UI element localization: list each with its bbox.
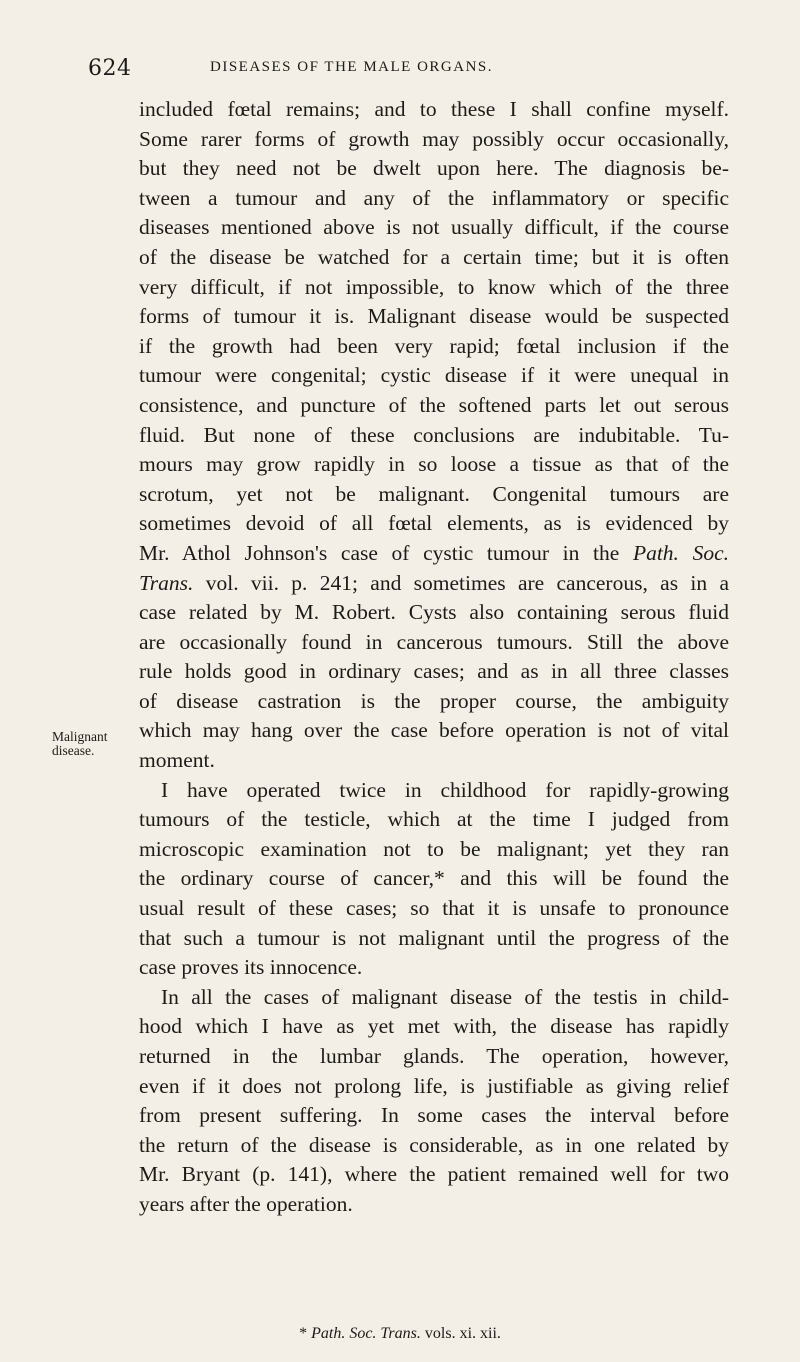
text-segment: vol. vii. p. 241; and sometimes are cancerous, as in a xyxy=(193,570,729,595)
text-line: hood which I have as yet met with, the disease has rapidly xyxy=(139,1014,729,1039)
text-line: mours may grow rapidly in so loose a tissue as that of the xyxy=(139,452,729,477)
text-line: Some rarer forms of growth may possibly occur occasionally, xyxy=(139,126,729,151)
text-line: that such a tumour is not malignant until the progress of the xyxy=(139,925,729,950)
text-line: from present suffering. In some cases the interval before xyxy=(139,1103,729,1128)
text-line: tumour were congenital; cystic disease if it were unequal in xyxy=(139,363,729,388)
text-line: but they need not be dwelt upon here. The diagnosis be- xyxy=(139,156,729,181)
text-line: sometimes devoid of all fœtal elements, as is evidenced by xyxy=(139,511,729,536)
text-line: rule holds good in ordinary cases; and as in all three classes xyxy=(139,659,729,684)
footnote-text: vols. xi. xii. xyxy=(420,1325,501,1342)
text-line: diseases mentioned above is not usually difficult, if the course xyxy=(139,215,729,240)
text-line: usual result of these cases; so that it is unsafe to pronounce xyxy=(139,896,729,921)
text-line: Mr. Bryant (p. 141), where the patient remained well for two xyxy=(139,1162,729,1187)
text-line: included fœtal remains; and to these I shall confine myself. xyxy=(139,97,729,121)
paragraph xyxy=(139,983,729,1220)
text-line: if the growth had been very rapid; fœtal inclusion if the xyxy=(139,333,729,358)
text-line: of the disease be watched for a certain time; but it is often xyxy=(139,244,729,269)
journal-reference: Path. Soc. xyxy=(632,540,729,565)
margin-note xyxy=(52,730,136,758)
text-line: moment. xyxy=(139,748,215,773)
text-line: I have operated twice in childhood for rapidly-growing xyxy=(161,777,729,802)
text-line: fluid. But none of these conclusions are indubitable. Tu- xyxy=(139,422,729,447)
text-line: case proves its innocence. xyxy=(139,955,363,980)
footnote-marker: * xyxy=(299,1325,312,1342)
text-line: forms of tumour it is. Malignant disease would be suspected xyxy=(139,304,729,329)
text-line xyxy=(139,539,729,569)
text-line: years after the operation. xyxy=(139,1191,353,1216)
text-line: the return of the disease is considerable, as in one related by xyxy=(139,1132,729,1157)
page-header xyxy=(0,56,800,86)
text-line: scrotum, yet not be malignant. Congenital tumours are xyxy=(139,481,729,506)
journal-reference: Trans. xyxy=(139,570,194,595)
text-line: tumours of the testicle, which at the time I judged from xyxy=(139,807,729,832)
text-line: consistence, and puncture of the softened parts let out serous xyxy=(139,392,729,417)
footnote xyxy=(0,1325,800,1343)
text-line: even if it does not prolong life, is justifiable as giving relief xyxy=(139,1073,729,1098)
text-segment: Mr. Athol Johnson's case of cystic tumour in the xyxy=(139,540,633,565)
text-line: very difficult, if not impossible, to know which of the three xyxy=(139,274,729,299)
text-line: microscopic examination not to be malignant; yet they ran xyxy=(139,836,729,861)
text-line: case related by M. Robert. Cysts also containing serous fluid xyxy=(139,600,729,625)
text-line: returned in the lumbar glands. The operation, however, xyxy=(139,1044,729,1068)
margin-note-line: Malignant xyxy=(52,729,108,744)
text-line: tween a tumour and any of the inflammatory or specific xyxy=(139,185,729,210)
text-line: In all the cases of malignant disease of the testis in child- xyxy=(161,984,729,1009)
margin-note-line: disease. xyxy=(52,743,95,758)
text-line: are occasionally found in cancerous tumours. Still the above xyxy=(139,629,729,654)
text-line: the ordinary course of cancer,* and this will be found the xyxy=(139,866,729,891)
paragraph xyxy=(139,776,729,983)
footnote-reference: Path. Soc. Trans. xyxy=(311,1325,421,1342)
running-head: DISEASES OF THE MALE ORGANS. xyxy=(210,59,493,75)
page-number: 624 xyxy=(88,56,132,81)
text-line: of disease castration is the proper course, the ambiguity xyxy=(139,688,729,713)
paragraph xyxy=(139,95,729,776)
text-line: which may hang over the case before operation is not of vital xyxy=(139,718,729,743)
text-line xyxy=(139,569,729,599)
body-text xyxy=(139,95,729,1220)
